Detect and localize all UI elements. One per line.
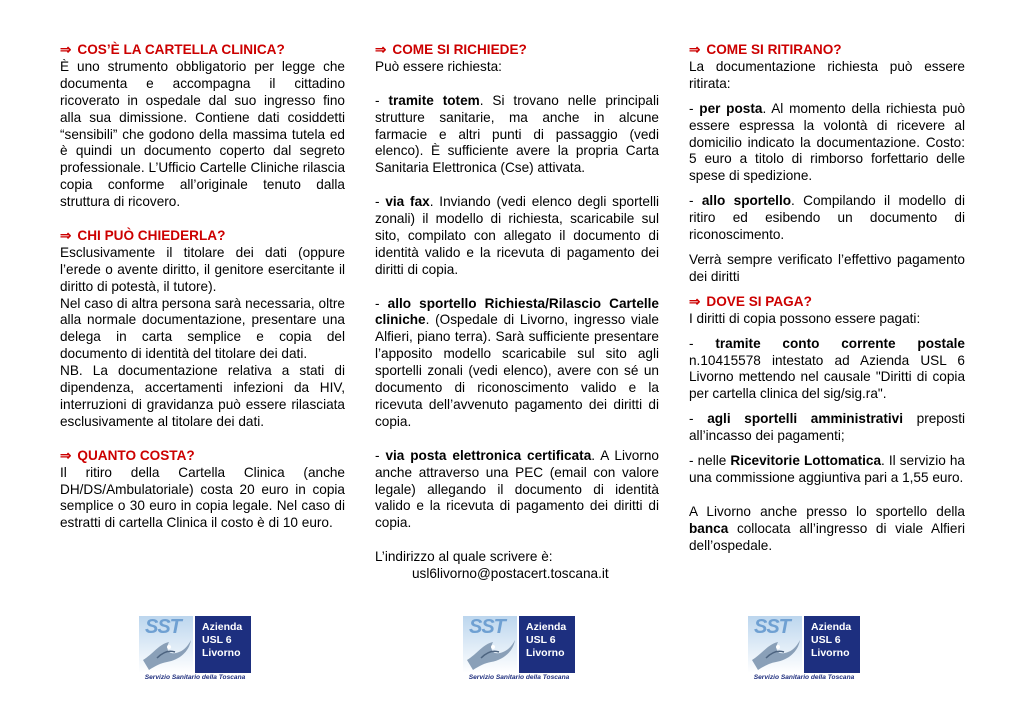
paragraph: Esclusivamente il titolare dei dati (oppure l’erede o avente diritto, il genitore esercitante il diritto di potestà, il tutore). [60, 244, 345, 294]
heading-come-si-richiede: ⇒ COME SI RICHIEDE? [375, 42, 527, 57]
heading-cartella-clinica: ⇒ COS’È LA CARTELLA CLINICA? [60, 42, 285, 57]
paragraph: NB. La documentazione relativa a stati di dipendenza, accertamenti infezioni da HIV, interruzioni di gravidanza può essere rilasciata esclusivamente al titolare dei dati. [60, 363, 345, 429]
arrow-icon: ⇒ [60, 42, 72, 57]
paragraph: Il ritiro della Cartella Clinica (anche DH/DS/Ambulatoriale) costa 20 euro in copia semplice o 30 euro in copia legale. Nel caso di estratti di cartella Clinica il costo è di 10 euro. [60, 464, 345, 531]
pec-email[interactable]: usl6livorno@postacert.toscana.it [412, 566, 609, 582]
paragraph: Può essere richiesta: [375, 58, 502, 74]
heading-come-si-ritirano: ⇒ COME SI RITIRANO? [689, 42, 842, 57]
arrow-icon: ⇒ [375, 42, 387, 57]
column-3 [689, 42, 965, 554]
arrow-icon: ⇒ [689, 42, 701, 57]
list-item: - via posta elettronica certificata. A Livorno anche attraverso una PEC (email con valore legale) allegando il documento di identità valido e la ricevuta di pagamento dei diritti di copia. [375, 447, 659, 531]
paragraph: I diritti di copia possono essere pagati: [689, 310, 921, 326]
bird-icon [463, 630, 517, 673]
paragraph: È uno strumento obbligatorio per legge che documenta e accompagna il cittadino ricoverato in ospedale dal suo ingresso fino alla sua dimissione. Contiene dati cosiddetti “sensibili” che godono della massima tutela ed è quindi un documento coperto dal segreto professionale. L’Ufficio Cartelle Cliniche rilascia copia conforme all’originale tenuto dalla struttura di ricovero. [60, 58, 345, 210]
bird-icon [139, 630, 193, 673]
list-item: - allo sportello. Compilando il modello di ritiro ed esibendo un documento di riconoscimento. [689, 193, 965, 243]
heading-quanto-costa: ⇒ QUANTO COSTA? [60, 447, 195, 463]
list-item: - allo sportello Richiesta/Rilascio Cartelle cliniche. (Ospedale di Livorno, ingresso viale Alfieri, piano terra). Sarà sufficiente presentare l’apposito modello scaricabile sul sito agli sportelli zonali (vedi elenco), avere con sé un documento di riconoscimento valido e la ricevuta dell’avvenuto pagamento dei diritti di copia. [375, 295, 659, 429]
paragraph: A Livorno anche presso lo sportello della banca collocata all’ingresso di viale Alfieri dell’ospedale. [689, 503, 965, 553]
sst-logo: SST Azienda USL 6 Livorno Servizio Sanitario della Toscana [139, 616, 251, 684]
heading-chi-puo: ⇒ CHI PUÒ CHIEDERLA? [60, 227, 226, 243]
arrow-icon: ⇒ [689, 293, 701, 309]
column-2 [375, 42, 659, 583]
paragraph: Verrà sempre verificato l’effettivo pagamento dei diritti [689, 251, 965, 284]
heading-dove-si-paga: ⇒ DOVE SI PAGA? [689, 293, 812, 309]
list-item: - tramite totem. Si trovano nelle principali strutture sanitarie, ma anche in alcune farmacie e altri punti di passaggio (vedi elenco). È sufficiente avere la propria Carta Sanitaria Elettronica (Cse) attivata. [375, 92, 659, 176]
arrow-icon: ⇒ [60, 227, 72, 243]
paragraph: La documentazione richiesta può essere ritirata: [689, 58, 965, 91]
arrow-icon: ⇒ [60, 447, 72, 463]
sst-logo: SST Azienda USL 6 Livorno Servizio Sanitario della Toscana [463, 616, 575, 684]
list-item: - per posta. Al momento della richiesta può essere espressa la volontà di ricevere al domicilio indicato la documentazione. Costo: 5 euro a titolo di rimborso forfettario delle spese di spedizione. [689, 100, 966, 184]
column-1 [60, 42, 345, 532]
list-item: - via fax. Inviando (vedi elenco degli sportelli zonali) il modello di richiesta, scaricabile sul sito, compilato con allegato il documento di identità valido e la ricevuta di pagamento dei diritti di copia. [375, 194, 659, 277]
bird-icon [748, 630, 802, 673]
list-item: - agli sportelli amministrativi preposti all’incasso dei pagamenti; [689, 411, 965, 444]
paragraph: Nel caso di altra persona sarà necessaria, oltre alla normale documentazione, presentare una delega in carta semplice e copia del documento di identità del titolare dei dati. [60, 295, 345, 362]
sst-logo: SST Azienda USL 6 Livorno Servizio Sanitario della Toscana [748, 616, 860, 684]
list-item: - tramite conto corrente postale n.10415578 intestato ad Azienda USL 6 Livorno mettendo nel causale "Diritti di copia per cartella clinica del sig/sig.ra". [689, 335, 965, 402]
paragraph: L’indirizzo al quale scrivere è: [375, 549, 553, 565]
list-item: - nelle Ricevitorie Lottomatica. Il servizio ha una commissione aggiuntiva pari a 1,55 euro. [689, 453, 965, 485]
